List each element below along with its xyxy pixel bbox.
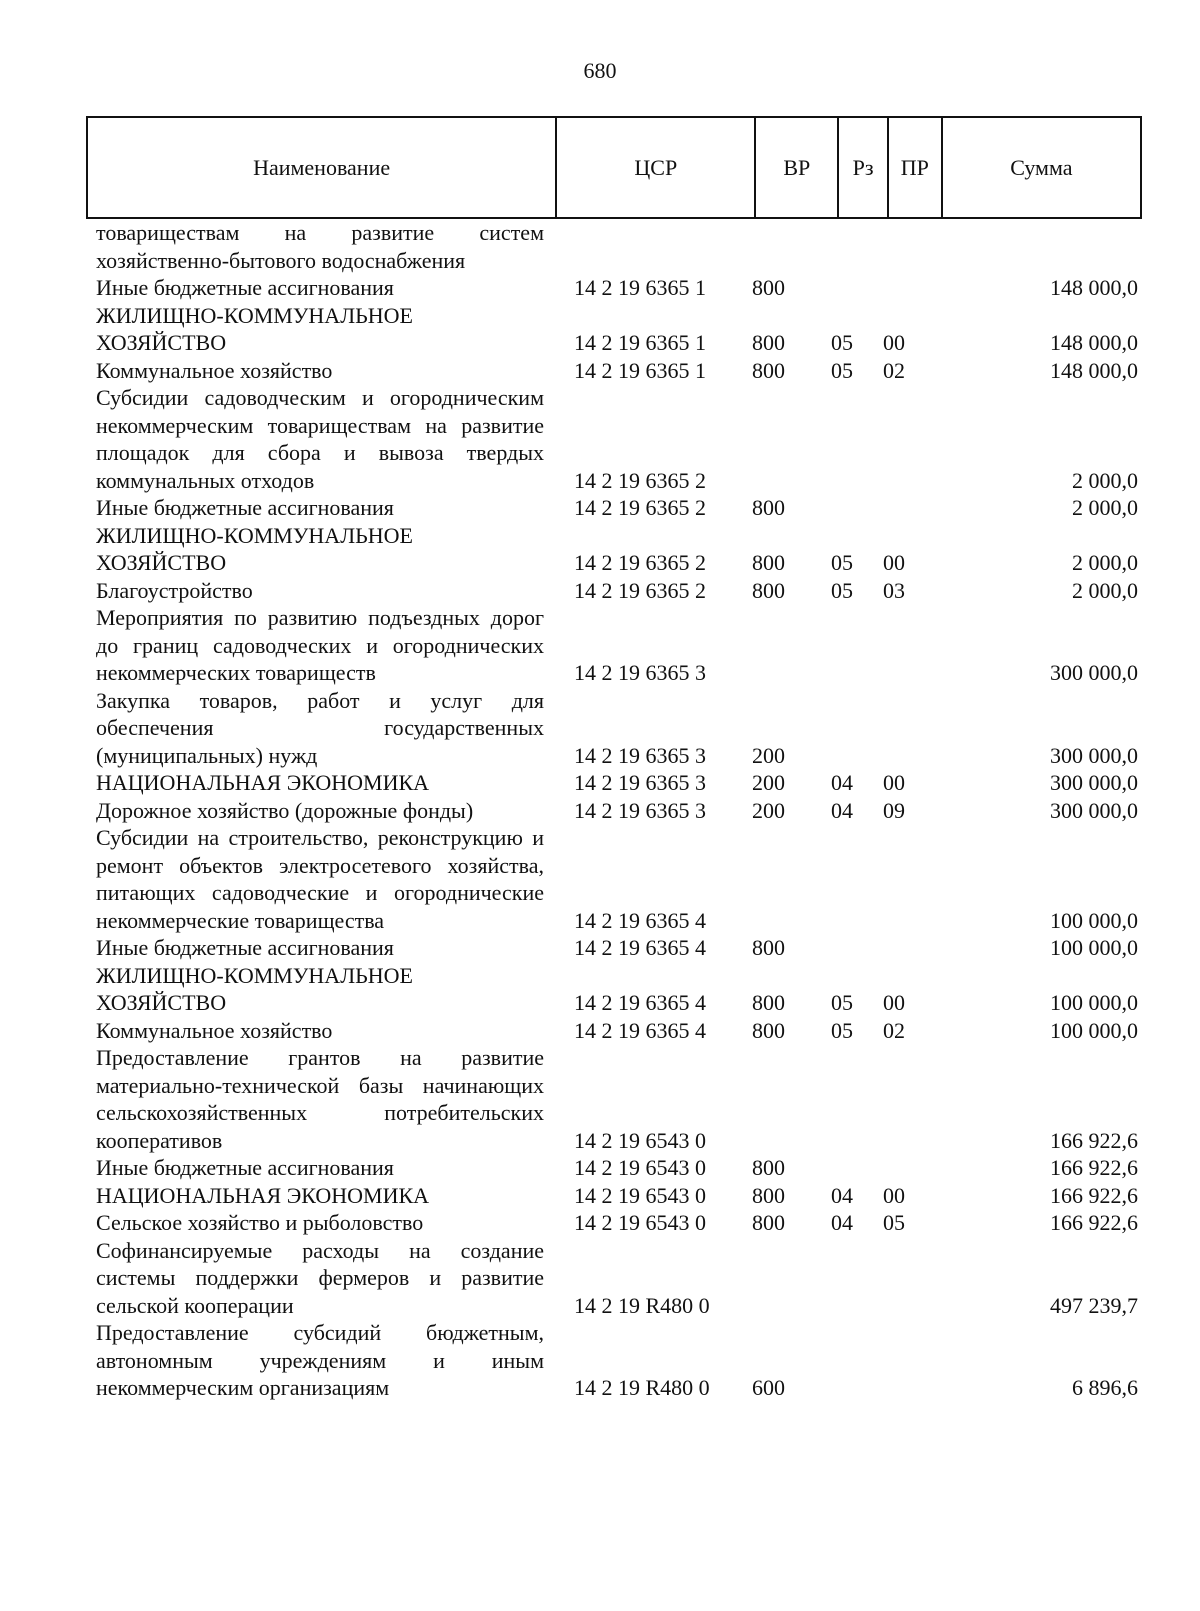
cell-csr: 14 2 19 6543 0 bbox=[574, 1155, 706, 1180]
cell-rz: 04 bbox=[831, 797, 853, 823]
cell-pr: 03 bbox=[883, 577, 905, 603]
table-row bbox=[96, 384, 1138, 494]
cell-vr: 800 bbox=[752, 935, 785, 960]
cell-sum: 166 922,6 bbox=[1050, 1155, 1138, 1180]
cell-csr: 14 2 19 6365 3 bbox=[574, 797, 706, 823]
cell-sum: 148 000,0 bbox=[1050, 330, 1138, 355]
cell-csr: 14 2 19 6365 1 bbox=[574, 330, 706, 355]
table-row bbox=[96, 769, 1138, 797]
table-row bbox=[96, 604, 1138, 687]
cell-sum: 497 239,7 bbox=[1050, 1292, 1138, 1318]
cell-csr: 14 2 19 6365 4 bbox=[574, 990, 706, 1015]
cell-sum: 166 922,6 bbox=[1050, 1210, 1138, 1235]
cell-sum: 166 922,6 bbox=[1050, 1127, 1138, 1153]
cell-name: Коммунальное хозяйство bbox=[96, 1017, 333, 1043]
table-row bbox=[96, 1017, 1138, 1045]
table-row bbox=[96, 1154, 1138, 1182]
cell-pr: 00 bbox=[883, 990, 905, 1015]
cell-sum: 100 000,0 bbox=[1050, 907, 1138, 933]
cell-csr: 14 2 19 6365 4 bbox=[574, 907, 706, 933]
cell-sum: 2 000,0 bbox=[1072, 550, 1138, 575]
cell-sum: 300 000,0 bbox=[1050, 770, 1138, 795]
cell-sum: 148 000,0 bbox=[1050, 357, 1138, 383]
cell-rz: 04 bbox=[831, 770, 853, 795]
cell-name: ЖИЛИЩНО-КОММУНАЛЬНОЕ ХОЗЯЙСТВО bbox=[96, 302, 413, 355]
cell-pr: 00 bbox=[883, 330, 905, 355]
cell-name: Софинансируемые расходы на создание системы поддержки фермеров и развитие сельской кооперации bbox=[96, 1237, 544, 1318]
cell-name: Иные бюджетные ассигнования bbox=[96, 275, 394, 300]
cell-csr: 14 2 19 R480 0 bbox=[574, 1375, 710, 1400]
cell-vr: 800 bbox=[752, 495, 785, 520]
table-row bbox=[96, 797, 1138, 825]
cell-name: Сельское хозяйство и рыболовство bbox=[96, 1210, 424, 1235]
cell-csr: 14 2 19 6365 4 bbox=[574, 1017, 706, 1043]
cell-sum: 300 000,0 bbox=[1050, 797, 1138, 823]
table-row bbox=[96, 934, 1138, 962]
table-row bbox=[96, 1209, 1138, 1237]
header-vr: ВР bbox=[756, 118, 839, 217]
table-row bbox=[96, 1319, 1138, 1402]
cell-csr: 14 2 19 6365 3 bbox=[574, 770, 706, 795]
cell-rz: 05 bbox=[831, 1017, 853, 1043]
cell-pr: 02 bbox=[883, 357, 905, 383]
cell-vr: 600 bbox=[752, 1375, 785, 1400]
cell-sum: 2 000,0 bbox=[1072, 467, 1138, 493]
table-row bbox=[96, 824, 1138, 934]
cell-csr: 14 2 19 6365 4 bbox=[574, 935, 706, 960]
cell-sum: 148 000,0 bbox=[1050, 275, 1138, 300]
cell-name: НАЦИОНАЛЬНАЯ ЭКОНОМИКА bbox=[96, 1182, 430, 1208]
table-header bbox=[86, 116, 1142, 219]
table-row bbox=[96, 302, 1138, 357]
cell-vr: 200 bbox=[752, 770, 785, 795]
cell-sum: 2 000,0 bbox=[1072, 577, 1138, 603]
cell-csr: 14 2 19 6365 2 bbox=[574, 550, 706, 575]
cell-vr: 800 bbox=[752, 577, 785, 603]
cell-name: Предоставление грантов на развитие материально-технической базы начинающих сельскохозяйственных потребительских кооперативов bbox=[96, 1045, 544, 1153]
cell-vr: 800 bbox=[752, 1182, 785, 1208]
cell-csr: 14 2 19 6543 0 bbox=[574, 1210, 706, 1235]
cell-name: Мероприятия по развитию подъездных дорог до границ садоводческих и огороднических некоммерческих товариществ bbox=[96, 605, 544, 685]
cell-csr: 14 2 19 6365 3 bbox=[574, 742, 706, 768]
cell-vr: 800 bbox=[752, 990, 785, 1015]
cell-csr: 14 2 19 6365 3 bbox=[574, 660, 706, 685]
table-row bbox=[96, 219, 1138, 274]
cell-rz: 04 bbox=[831, 1210, 853, 1235]
cell-vr: 800 bbox=[752, 357, 785, 383]
cell-rz: 05 bbox=[831, 330, 853, 355]
cell-sum: 300 000,0 bbox=[1050, 660, 1138, 685]
cell-sum: 100 000,0 bbox=[1050, 935, 1138, 960]
table-row bbox=[96, 522, 1138, 577]
cell-sum: 6 896,6 bbox=[1072, 1375, 1138, 1400]
cell-sum: 2 000,0 bbox=[1072, 495, 1138, 520]
page-number: 680 bbox=[583, 58, 617, 83]
cell-vr: 800 bbox=[752, 1155, 785, 1180]
table-row bbox=[96, 494, 1138, 522]
cell-name: Предоставление субсидий бюджетным, автономным учреждениям и иным некоммерческим организациям bbox=[96, 1320, 544, 1400]
cell-rz: 05 bbox=[831, 990, 853, 1015]
cell-name: Дорожное хозяйство (дорожные фонды) bbox=[96, 797, 474, 823]
cell-pr: 00 bbox=[883, 1182, 905, 1208]
cell-rz: 04 bbox=[831, 1182, 853, 1208]
cell-sum: 300 000,0 bbox=[1050, 742, 1138, 768]
table-row bbox=[96, 1182, 1138, 1210]
cell-name: товариществам на развитие систем хозяйственно-бытового водоснабжения bbox=[96, 220, 544, 273]
table-row bbox=[96, 962, 1138, 1017]
header-rz: Рз bbox=[839, 118, 889, 217]
cell-name: Благоустройство bbox=[96, 577, 253, 603]
cell-sum: 166 922,6 bbox=[1050, 1182, 1138, 1208]
cell-name: Иные бюджетные ассигнования bbox=[96, 1155, 394, 1180]
cell-pr: 09 bbox=[883, 797, 905, 823]
cell-vr: 800 bbox=[752, 275, 785, 300]
cell-vr: 200 bbox=[752, 742, 785, 768]
cell-vr: 800 bbox=[752, 1017, 785, 1043]
cell-sum: 100 000,0 bbox=[1050, 990, 1138, 1015]
cell-rz: 05 bbox=[831, 577, 853, 603]
table-row bbox=[96, 1237, 1138, 1320]
cell-name: Иные бюджетные ассигнования bbox=[96, 495, 394, 520]
cell-pr: 00 bbox=[883, 770, 905, 795]
cell-name: НАЦИОНАЛЬНАЯ ЭКОНОМИКА bbox=[96, 770, 430, 795]
cell-name: Закупка товаров, работ и услуг для обеспечения государственных (муниципальных) нужд bbox=[96, 687, 544, 768]
cell-name: Субсидии садоводческим и огородническим некоммерческим товариществам на развитие площадок для сбора и вывоза твердых коммунальных отходов bbox=[96, 385, 544, 493]
header-pr: ПР bbox=[889, 118, 943, 217]
cell-vr: 800 bbox=[752, 550, 785, 575]
table-row bbox=[96, 687, 1138, 770]
cell-vr: 800 bbox=[752, 1210, 785, 1235]
table-row bbox=[96, 577, 1138, 605]
header-csr: ЦСР bbox=[557, 118, 756, 217]
cell-csr: 14 2 19 6543 0 bbox=[574, 1127, 706, 1153]
table-row bbox=[96, 274, 1138, 302]
cell-csr: 14 2 19 6543 0 bbox=[574, 1182, 706, 1208]
cell-name: ЖИЛИЩНО-КОММУНАЛЬНОЕ ХОЗЯЙСТВО bbox=[96, 522, 413, 575]
cell-rz: 05 bbox=[831, 550, 853, 575]
cell-vr: 200 bbox=[752, 797, 785, 823]
cell-csr: 14 2 19 6365 2 bbox=[574, 577, 706, 603]
cell-csr: 14 2 19 6365 2 bbox=[574, 467, 706, 493]
cell-sum: 100 000,0 bbox=[1050, 1017, 1138, 1043]
table-row bbox=[96, 1044, 1138, 1154]
cell-pr: 00 bbox=[883, 550, 905, 575]
cell-csr: 14 2 19 R480 0 bbox=[574, 1292, 710, 1318]
cell-name: Коммунальное хозяйство bbox=[96, 357, 333, 383]
cell-pr: 05 bbox=[883, 1210, 905, 1235]
header-sum: Сумма bbox=[1010, 154, 1073, 180]
table-body bbox=[96, 219, 1138, 1402]
cell-name: Иные бюджетные ассигнования bbox=[96, 935, 394, 960]
header-name: Наименование bbox=[88, 118, 557, 217]
cell-csr: 14 2 19 6365 1 bbox=[574, 275, 706, 300]
cell-pr: 02 bbox=[883, 1017, 905, 1043]
table-row bbox=[96, 357, 1138, 385]
cell-name: ЖИЛИЩНО-КОММУНАЛЬНОЕ ХОЗЯЙСТВО bbox=[96, 962, 413, 1015]
cell-csr: 14 2 19 6365 1 bbox=[574, 357, 706, 383]
cell-vr: 800 bbox=[752, 330, 785, 355]
cell-name: Субсидии на строительство, реконструкцию и ремонт объектов электросетевого хозяйства, питающих садоводческие и огороднические некоммерческие товарищества bbox=[96, 825, 544, 933]
cell-rz: 05 bbox=[831, 357, 853, 383]
cell-csr: 14 2 19 6365 2 bbox=[574, 495, 706, 520]
